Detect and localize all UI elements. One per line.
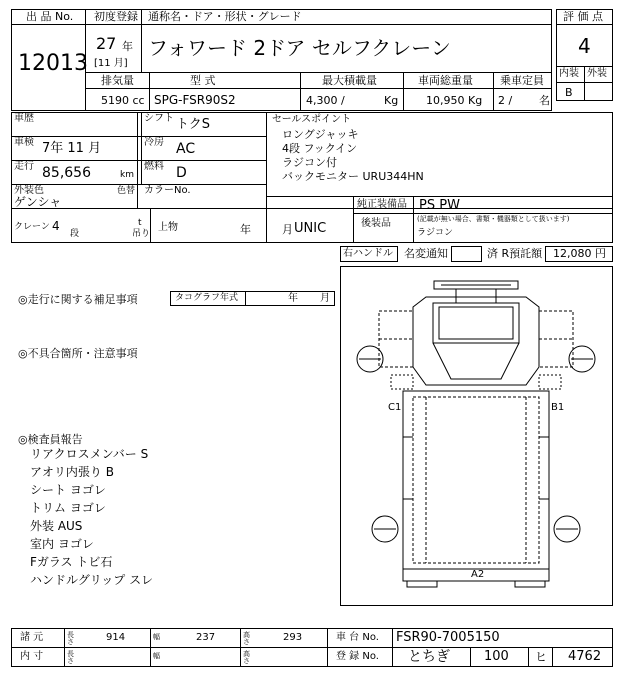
- gross-weight-label: 車両総重量: [418, 74, 473, 87]
- displacement-value: 5190 cc: [101, 94, 145, 107]
- crane-stage: 4: [52, 219, 60, 233]
- damage-mark-c1: C1: [388, 402, 402, 413]
- ac-label: 冷房: [144, 137, 164, 148]
- sales-point-item: バックモニター URU344HN: [282, 170, 424, 183]
- divider: [556, 24, 613, 25]
- inspection-label: 車検: [14, 137, 34, 148]
- length-value: 914: [106, 632, 126, 643]
- interior-grade: B: [565, 86, 573, 99]
- divider: [141, 112, 142, 184]
- boom-label: 上物: [158, 222, 178, 233]
- exterior-label: 外装: [587, 68, 607, 79]
- divider: [149, 72, 150, 111]
- max-load-unit: Kg: [384, 94, 399, 107]
- inner-label: 内 寸: [20, 651, 44, 662]
- interior-label: 内装: [559, 68, 579, 79]
- height-value: 293: [283, 632, 303, 643]
- inspector-item: トリム ヨゴレ: [30, 501, 106, 515]
- displacement-label: 排気量: [101, 74, 134, 87]
- model-label: 型 式: [190, 74, 216, 87]
- supplementary-label: ◎走行に関する補足事項: [18, 293, 138, 306]
- divider: [584, 66, 585, 101]
- reg-kana: ヒ: [535, 650, 548, 664]
- car-name: フォワード 2ドア セルフクレーン: [148, 36, 451, 60]
- inspector-item: アオリ内張り B: [30, 465, 114, 479]
- reg-class: 100: [484, 649, 509, 664]
- divider: [11, 160, 267, 161]
- inspector-item: Fガラス トビ石: [30, 555, 113, 569]
- sales-point-item: ロングジャッキ: [282, 128, 359, 141]
- shift-label: シフト: [144, 113, 174, 124]
- ext-color-value: ゲンシャ: [14, 195, 62, 209]
- divider: [392, 628, 393, 667]
- sales-point-item: ラジコン付: [282, 156, 337, 169]
- ext-color-label: 外装色: [14, 185, 44, 196]
- sales-point-label: セールスポイント: [272, 114, 352, 125]
- recycle-label: 済 R預託額: [487, 247, 543, 260]
- lot-label: 出 品 No.: [26, 10, 74, 23]
- dims-label: 諸 元: [20, 632, 44, 643]
- aftermarket-note: (記載が無い場合、書類・機器類として扱います): [417, 215, 570, 223]
- divider: [11, 184, 267, 185]
- damage-mark-b1: B1: [551, 402, 565, 413]
- reg-number: 4762: [568, 649, 602, 664]
- divider: [353, 213, 613, 214]
- width-label: 幅: [153, 633, 160, 641]
- defects-label: ◎不具合箇所・注意事項: [18, 347, 138, 360]
- capacity-value: 2 /: [498, 94, 513, 107]
- divider: [300, 72, 301, 111]
- equipment-value: PS PW: [419, 198, 460, 213]
- inspector-label: ◎検査員報告: [18, 433, 83, 446]
- divider: [11, 136, 267, 137]
- chassis-label: 車 台 No.: [336, 632, 379, 643]
- reg-label: 登 録 No.: [336, 651, 379, 662]
- divider: [150, 208, 151, 243]
- boom-year-unit: 年: [240, 223, 251, 236]
- fuel-label: 燃料: [144, 161, 164, 172]
- inner-length-label: 長さ: [67, 650, 74, 665]
- divider: [11, 647, 613, 648]
- score-label: 評 価 点: [563, 10, 603, 23]
- crane-label: クレーン: [14, 222, 50, 232]
- tachograph-year-unit: 年: [288, 293, 298, 304]
- height-label: 高さ: [243, 631, 250, 646]
- length-label: 長さ: [67, 631, 74, 646]
- inner-height-label: 高さ: [243, 650, 250, 665]
- inspector-item: シート ヨゴレ: [30, 483, 106, 497]
- lot-number: 12013: [18, 51, 88, 76]
- divider: [240, 628, 241, 667]
- divider: [85, 72, 552, 73]
- inspector-item: 室内 ヨゴレ: [30, 537, 94, 551]
- max-load-value: 4,300 /: [306, 94, 345, 107]
- inner-width-label: 幅: [153, 652, 160, 660]
- name-change-box: [451, 246, 482, 262]
- divider: [493, 72, 494, 111]
- divider: [150, 628, 151, 667]
- equipment-label: 純正装備品: [357, 199, 407, 210]
- divider: [327, 628, 328, 667]
- sales-point-item: 4段 フックイン: [282, 142, 358, 155]
- crane-lift-unit: 吊り: [132, 229, 151, 239]
- boom-maker: UNIC: [294, 221, 327, 236]
- divider: [64, 628, 65, 667]
- divider: [141, 9, 142, 72]
- score-value: 4: [578, 34, 591, 58]
- max-load-label: 最大積載量: [322, 74, 377, 87]
- divider: [403, 72, 404, 111]
- divider: [552, 647, 553, 667]
- name-label: 通称名・ドア・形状・グレード: [148, 10, 302, 23]
- inspector-item: 外装 AUS: [30, 519, 83, 533]
- fuel-value: D: [176, 165, 187, 181]
- capacity-label: 乗車定員: [500, 74, 544, 87]
- divider: [85, 88, 552, 89]
- tachograph-month-unit: 月: [320, 293, 330, 304]
- inspector-item: ハンドルグリップ スレ: [30, 573, 154, 587]
- recycle-amount: 12,080 円: [553, 247, 606, 260]
- inspection-value: 7年 11 月: [42, 141, 102, 156]
- damage-mark-a2: A2: [471, 569, 485, 580]
- color-change-label: 色替: [117, 186, 136, 196]
- first-reg-label: 初度登録: [94, 10, 138, 23]
- history-label: 車歴: [14, 113, 34, 124]
- divider: [528, 647, 529, 667]
- reg-region: とちぎ: [408, 649, 450, 665]
- mileage-value: 85,656: [42, 165, 91, 181]
- chassis-value: FSR90-7005150: [396, 630, 500, 645]
- mileage-unit: km: [120, 170, 134, 180]
- divider: [11, 24, 552, 25]
- aftermarket-value: ラジコン: [417, 228, 454, 238]
- inspector-item: リアクロスメンバー S: [30, 447, 149, 461]
- gross-weight-value: 10,950 Kg: [426, 94, 483, 107]
- width-value: 237: [196, 632, 216, 643]
- name-change-label: 名変通知: [404, 247, 448, 260]
- crane-stage-unit: 段: [70, 229, 80, 239]
- divider: [470, 647, 471, 667]
- divider: [413, 196, 414, 243]
- year-unit: 年: [122, 40, 133, 53]
- divider: [245, 291, 246, 306]
- mileage-label: 走行: [14, 161, 34, 172]
- first-reg-year: 27: [96, 34, 117, 53]
- shift-value: トクS: [176, 117, 210, 132]
- color-no-label: カラーNo.: [144, 185, 191, 196]
- boom-month-unit: 月: [282, 223, 293, 236]
- aftermarket-label: 後装品: [361, 218, 391, 229]
- damage-diagram: [340, 266, 613, 606]
- handle-value: 右ハンドル: [343, 248, 393, 259]
- capacity-unit: 名: [539, 94, 550, 107]
- first-reg-month: [11 月]: [94, 58, 128, 69]
- crane-ton-unit: t: [138, 218, 142, 228]
- ac-value: AC: [176, 141, 196, 157]
- truck-outline-diagram: [341, 267, 612, 605]
- tachograph-label: タコグラフ年式: [175, 293, 239, 303]
- model-value: SPG-FSR90S2: [154, 93, 236, 107]
